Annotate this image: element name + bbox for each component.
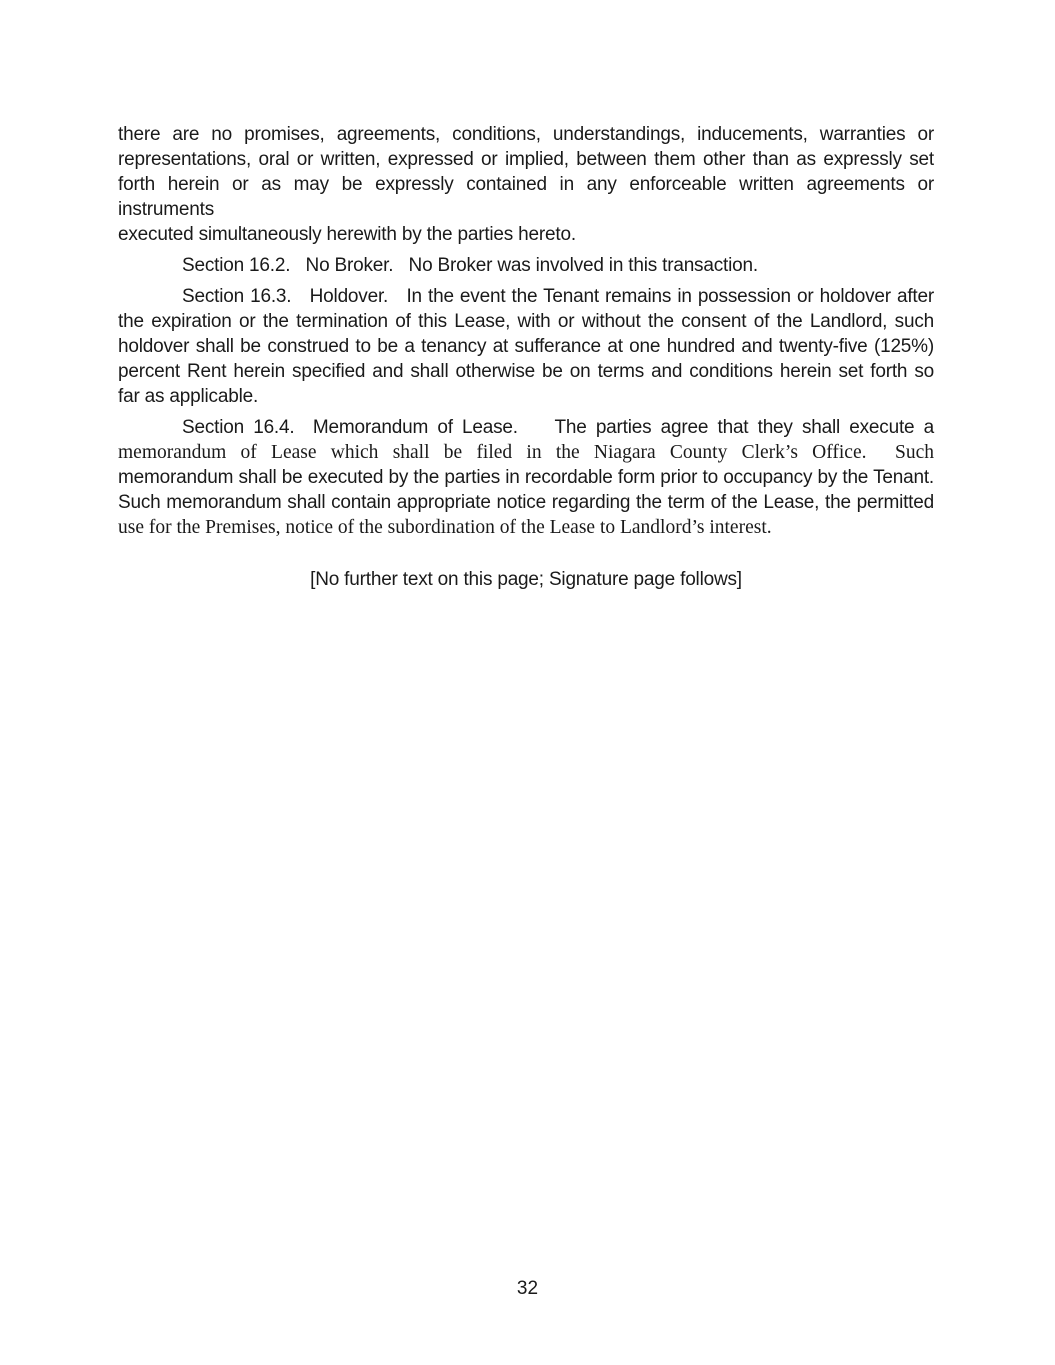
text-line: the expiration or the termination of this Lease, with or without the consent of the Landlord, such: [118, 311, 934, 332]
text-line: holdover shall be construed to be a tenancy at sufferance at one hundred and twenty-five (125%): [118, 336, 934, 357]
text-line: memorandum of Lease which shall be filed in the Niagara County Clerk’s Office. Such: [118, 442, 934, 463]
document-text-block: [118, 122, 940, 592]
text-line: Section 16.2. No Broker. No Broker was involved in this transaction.: [182, 255, 758, 276]
text-line: use for the Premises, notice of the subordination of the Lease to Landlord’s interest.: [118, 517, 772, 538]
text-line: there are no promises, agreements, conditions, understandings, inducements, warranties or: [118, 124, 934, 145]
text-line: memorandum shall be executed by the parties in recordable form prior to occupancy by the Tenant.: [118, 467, 934, 488]
text-line: percent Rent herein specified and shall otherwise be on terms and conditions herein set forth so: [118, 361, 934, 382]
page-number: 32: [516, 1278, 539, 1299]
paragraph-section-16-3: [118, 284, 934, 409]
paragraph-section-16-4: [118, 415, 934, 540]
text-line: far as applicable.: [118, 386, 259, 407]
text-line: Section 16.4. Memorandum of Lease. The parties agree that they shall execute a: [182, 417, 934, 438]
text-line: Such memorandum shall contain appropriate notice regarding the term of the Lease, the permitted: [118, 492, 934, 513]
no-further-text-note: [No further text on this page; Signature page follows]: [310, 569, 742, 590]
text-line: executed simultaneously herewith by the parties hereto.: [118, 224, 576, 245]
paragraph-continuation: [118, 122, 940, 247]
text-line: representations, oral or written, expressed or implied, between them other than as expressly set: [118, 149, 934, 170]
paragraph-section-16-2: [118, 253, 934, 278]
text-line: Section 16.3. Holdover. In the event the Tenant remains in possession or holdover after: [182, 286, 934, 307]
text-line: forth herein or as may be expressly contained in any enforceable written agreements or instruments: [118, 174, 940, 220]
